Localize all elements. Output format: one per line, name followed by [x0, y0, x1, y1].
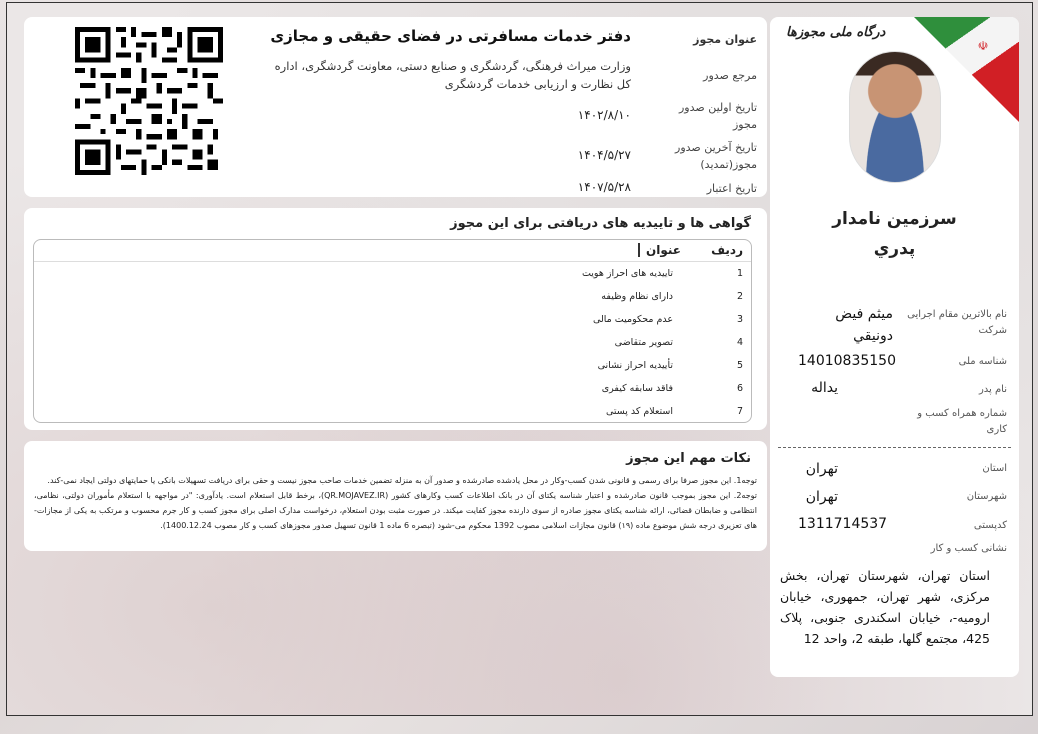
row-title: فاقد سابقه کیفری — [601, 383, 673, 394]
table-row — [34, 285, 751, 308]
certificates-title: گواهی ها و تاییدیه های دریافتی برای این مجوز — [450, 216, 751, 231]
table-row — [34, 377, 751, 400]
qr-code[interactable] — [75, 27, 223, 175]
postal-code-label: کدپستی — [973, 520, 1007, 531]
row-index: 3 — [736, 314, 743, 325]
title-label: عنوان مجوز — [693, 33, 757, 46]
table-row — [34, 400, 751, 423]
row-index: 2 — [736, 291, 743, 302]
certificates-card — [24, 208, 767, 430]
notes-card — [24, 441, 767, 551]
mobile-label: شماره همراه کسب و کاری — [917, 408, 1007, 435]
section-divider — [778, 447, 1011, 448]
national-id-label: شناسه ملی — [958, 356, 1007, 367]
table-row — [34, 262, 751, 285]
row-index: 7 — [736, 406, 743, 417]
first-issue-label: تاریخ اولین صدور مجوز — [678, 101, 757, 131]
company-subtitle: پدري — [873, 239, 916, 259]
table-header — [34, 240, 751, 262]
father-name-label: نام پدر — [978, 384, 1007, 395]
note-1: توجه1. این مجوز صرفا برای رسمی و قانونی شدن کسب-وکار در محل یادشده صادرشده و صدور آن به منزله تضمین خدمات صاحب مجوز نیست و حقی برای دریافت تسهیلات بانکی یا حمایتهای دولتی ایجاد نمی-کند. — [47, 476, 757, 485]
address-value: استان تهران، شهرستان تهران، بخش مرکزی، شهر تهران، جمهوری، خیابان ارومیه-، خیابان اسکندری جنوبی، پلاک 425، مجتمع گلها، طبقه 2، واحد 12 — [780, 568, 990, 646]
address-label: نشانی کسب و کار — [930, 543, 1007, 554]
certificates-table — [33, 239, 752, 423]
province-value: تهران — [805, 461, 838, 477]
license-card — [24, 17, 767, 197]
issuer-value: وزارت میراث فرهنگی، گردشگری و صنایع دستی، معاونت گردشگری، اداره کل نظارت و ارزیابی خدمات گردشگری — [274, 59, 631, 91]
row-title: دارای نظام وظیفه — [601, 291, 673, 302]
row-title: عدم محکومیت مالی — [592, 314, 673, 325]
license-title: دفتر خدمات مسافرتی در فضای حقیقی و مجازی — [270, 27, 631, 45]
emblem-icon: ☫ — [977, 39, 989, 53]
validity-label: تاریخ اعتبار — [706, 182, 757, 195]
table-row — [34, 354, 751, 377]
row-index: 4 — [736, 337, 743, 348]
row-index: 5 — [736, 360, 743, 371]
issuer-label: مرجع صدور — [703, 69, 757, 82]
notes-body — [34, 473, 757, 533]
province-label: استان — [982, 463, 1007, 474]
row-title: تصویر متقاضی — [614, 337, 673, 348]
city-label: شهرستان — [966, 491, 1007, 502]
table-row — [34, 331, 751, 354]
notes-title: نکات مهم این مجوز — [626, 451, 751, 466]
brand-logo: درگاه ملی مجوزها — [786, 25, 886, 40]
profile-card — [770, 17, 1019, 677]
note-2: توجه2. این مجوز بموجب قانون صادرشده و اعتبار شناسه یکتای آن در بانک اطلاعات کسب وکارهای کشور (QR.MOJAVEZ.IR)، برخط قابل استعلام است. یادآوری: "در مواجهه با استعلام مأموران دولتی، نظامی، انتظامی و ضابطان قضائی، ارائه شناسه یکتای مجوز صادره از سوی دارنده مجوز کفایت میکند. در صورت مثبت بودن استعلام، درخواست مدارک اصلی برای مجوز کسب و کار جرم محسوب و مرتکب به یکی از مجازات-های تعزیری درجه شش موضوع ماده (۱۹) قانون مجازات اسلامی مصوب 1392 محکوم می-شود (تبصره 6 ماده 1 قانون تسهیل صدور مجوزهای کسب و کار مصوب 1400.12.24). — [34, 491, 758, 530]
row-title: تأییدیه احراز نشانی — [597, 360, 673, 371]
avatar — [849, 51, 941, 183]
company-name: سرزمین نامدار — [832, 209, 957, 229]
index-column-header: ردیف — [711, 243, 743, 257]
city-value: تهران — [805, 489, 838, 505]
title-column-header: عنوان — [638, 243, 681, 257]
national-id-value: 14010835150 — [798, 353, 896, 369]
validity-date: ۱۴۰۷/۵/۲۸ — [577, 180, 631, 194]
ceo-label: نام بالاترین مقام اجرایی شرکت — [907, 309, 1007, 336]
postal-code-value: 1311714537 — [798, 516, 888, 532]
first-issue-date: ۱۴۰۲/۸/۱۰ — [577, 108, 631, 122]
row-title: استعلام کد پستی — [605, 406, 673, 417]
row-index: 6 — [736, 383, 743, 394]
last-issue-label: تاریخ آخرین صدور مجوز(تمدید) — [675, 141, 757, 171]
row-index: 1 — [736, 268, 743, 279]
table-row — [34, 308, 751, 331]
last-issue-date: ۱۴۰۴/۵/۲۷ — [577, 148, 631, 162]
row-title: تاییدیه های احراز هویت — [581, 268, 673, 279]
ceo-value: میثم فیض دونیقي — [835, 306, 893, 344]
father-name-value: یداله — [811, 380, 838, 396]
